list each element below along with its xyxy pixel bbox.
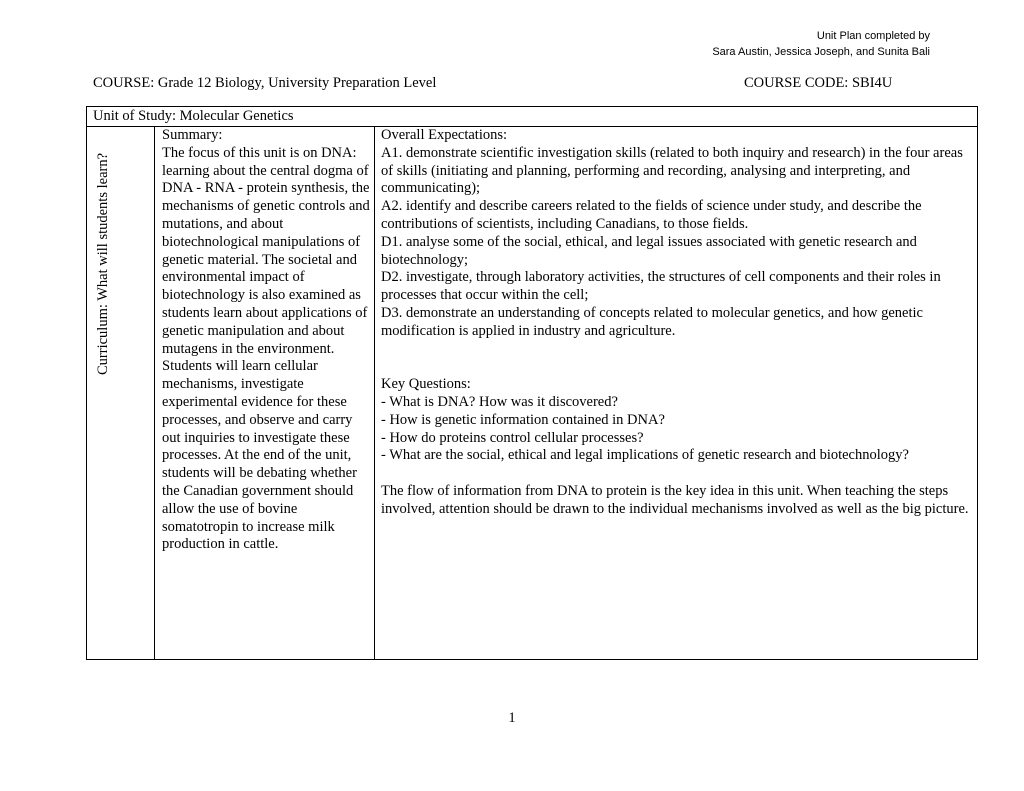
column-divider: [374, 127, 375, 659]
key-question-item: - How do proteins control cellular processes?: [381, 429, 644, 446]
completed-by-authors: Sara Austin, Jessica Joseph, and Sunita Bali: [712, 46, 930, 58]
completed-by-header: [530, 28, 930, 60]
flow-note: The flow of information from DNA to protein is the key idea in this unit. When teaching the steps involved, attention should be drawn to the individual mechanisms involved as well as the big picture.: [381, 482, 969, 517]
expectation-item: processes that occur within the cell;: [381, 287, 589, 304]
expectation-item: A2. identify and describe careers related to the fields of science under study, and describe the contributions of scientists, including Canadians, to those fields.: [381, 198, 922, 232]
course-code: COURSE CODE: SBI4U: [744, 75, 893, 91]
key-question-item: - What is DNA? How was it discovered?: [381, 393, 618, 410]
summary-heading: Summary:: [162, 127, 223, 143]
key-question-item: - How is genetic information contained in DNA?: [381, 411, 665, 428]
spacer: [381, 465, 973, 483]
overall-expectations-heading: Overall Expectations:: [381, 127, 508, 143]
summary-cell: [162, 127, 372, 554]
expectations-cell: [381, 127, 973, 519]
curriculum-side-label: Curriculum: What will students learn?: [95, 152, 111, 375]
course-title: COURSE: Grade 12 Biology, University Preparation Level: [93, 75, 437, 91]
unit-plan-table: [86, 106, 978, 660]
unit-of-study-row: Unit of Study: Molecular Genetics: [87, 107, 977, 127]
expectation-item: A1. demonstrate scientific investigation skills (related to both inquiry and research) in the four areas of skills (initiating and planning, performing and recording, analysing and interpreting, and communicating);: [381, 144, 963, 197]
expectation-item: D1. analyse some of the social, ethical, and legal issues associated with genetic research and biotechnology;: [381, 233, 917, 268]
column-divider: [154, 127, 155, 659]
key-questions-heading: Key Questions:: [381, 376, 471, 393]
key-question-item: - What are the social, ethical and legal implications of genetic research and biotechnology?: [381, 447, 909, 464]
expectation-item: D3. demonstrate an understanding of concepts related to molecular genetics, and how genetic modification is applied in industry and agriculture.: [381, 304, 923, 339]
completed-by-line-1: Unit Plan completed by: [816, 30, 930, 42]
expectation-item: D2. investigate, through laboratory activities, the structures of cell components and their roles in: [381, 269, 941, 286]
spacer: [381, 341, 973, 377]
curriculum-side-cell: [87, 127, 154, 377]
summary-text: The focus of this unit is on DNA: learning about the central dogma of DNA - RNA - protein synthesis, the mechanisms of genetic controls and mutations, and about biotechnological manipulations of genetic material. The societal and environmental impact of biotechnology is also examined as students learn about applications of genetic manipulation and about mutagens in the environment. Students will learn cellular mechanisms, investigate experimental evidence for these processes, and observe and carry out inquiries to investigate these processes. At the end of the unit, students will be debating whether the Canadian government should allow the use of bovine somatotropin to increase milk production in cattle.: [162, 144, 370, 553]
page-number: 1: [508, 710, 516, 726]
